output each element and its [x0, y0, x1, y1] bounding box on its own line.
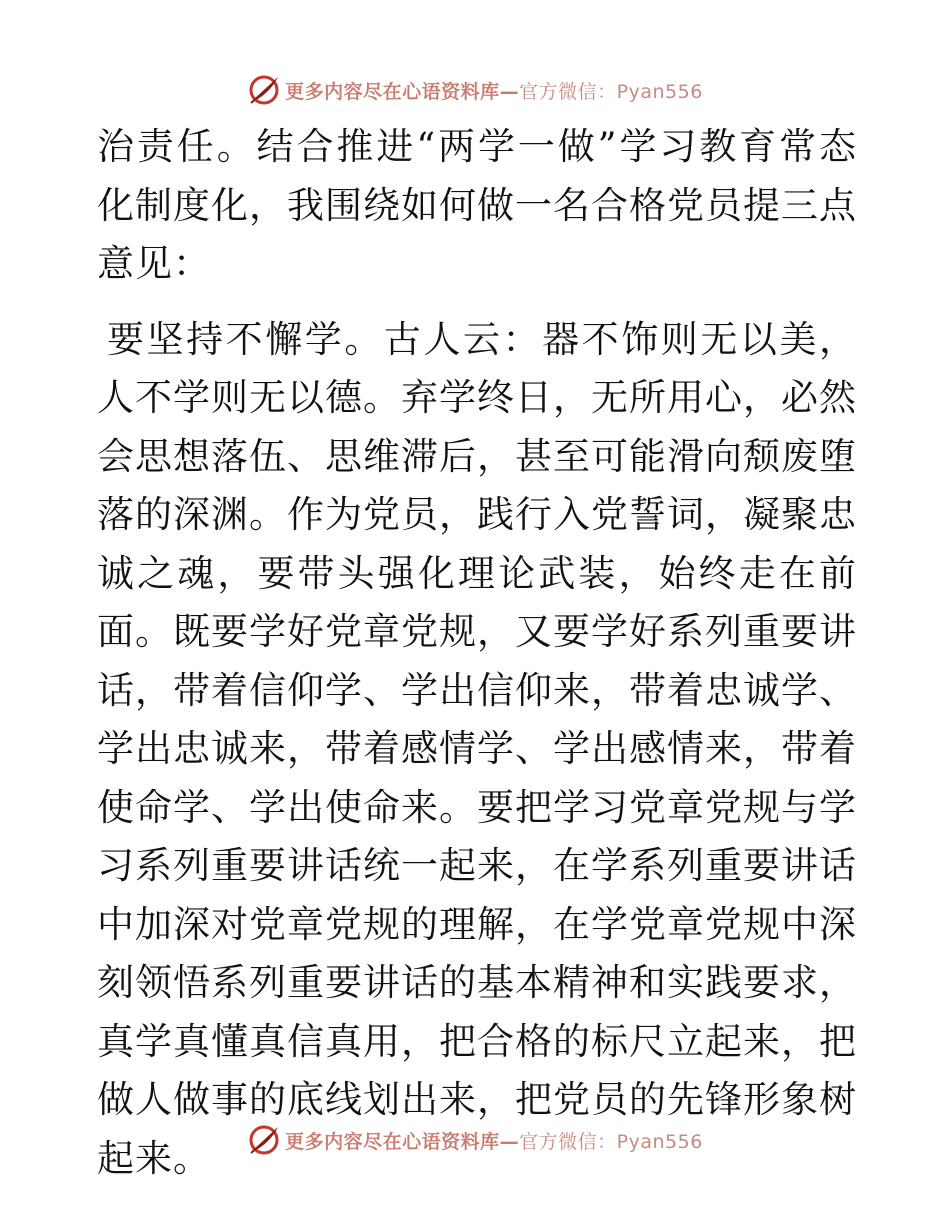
paragraph-2: 要坚持不懈学。古人云：器不饰则无以美，人不学则无以德。弃学终日，无所用心，必然会思想落伍、思维滞后，甚至可能滑向颓废堕落的深渊。作为党员，践行入党誓词，凝聚忠诚之魂，要带头强化理论武装，始终走在前面。既要学好党章党规，又要学好系列重要讲话，带着信仰学、学出信仰来，带着忠诚学、学出忠诚来，带着感情学、学出感情来，带着使命学、学出使命来。要把学习党章党规与学习系列重要讲话统一起来，在学系列重要讲话中加深对党章党规的理解，在学党章党规中深刻领悟系列重要讲话的基本精神和实践要求，真学真懂真信真用，把合格的标尺立起来，把做人做事的底线划出来，把党员的先锋形象树起来。 — [97, 317, 857, 1180]
wechat-id: 官方微信：Pyan556 — [519, 80, 703, 103]
document-body — [97, 118, 857, 1188]
paragraph-1: 治责任。结合推进“两学一做”学习教育常态化制度化，我围绕如何做一名合格党员提三点意见： — [97, 125, 857, 285]
header-watermark — [0, 70, 950, 110]
watermark-text: 更多内容尽在心语资料库—官方微信：Pyan556 — [285, 80, 703, 103]
feather-logo-icon — [247, 73, 281, 107]
feather-logo-icon — [247, 1123, 281, 1157]
watermark-text: 更多内容尽在心语资料库—官方微信：Pyan556 — [285, 1130, 703, 1153]
footer-watermark — [0, 1120, 950, 1160]
wechat-id: 官方微信：Pyan556 — [519, 1130, 703, 1153]
